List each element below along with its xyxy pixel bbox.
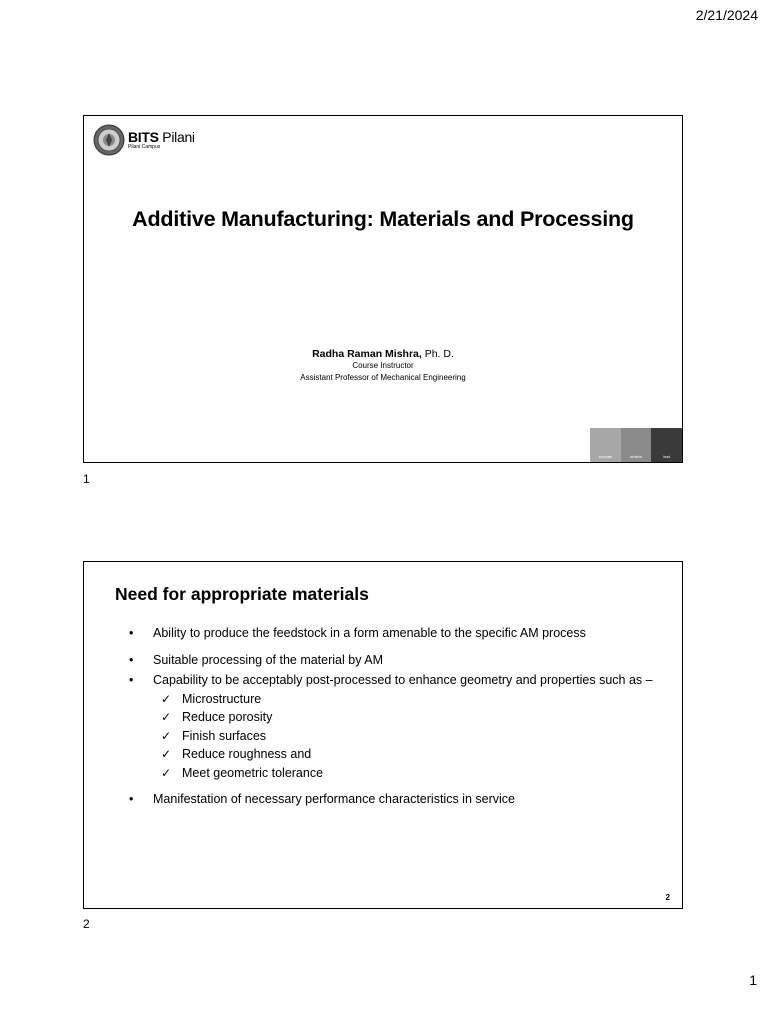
slide-index-1: 1 <box>83 472 90 486</box>
sub-list <box>153 690 658 783</box>
bullet-item: • Suitable processing of the material by AM <box>128 651 658 670</box>
banner-segment-innovate: innovate <box>590 428 621 462</box>
slide-2 <box>83 561 683 909</box>
bits-seal-icon <box>93 124 125 156</box>
banner-segment-achieve: achieve <box>621 428 652 462</box>
check-item: ✓ Reduce roughness and <box>161 745 658 764</box>
author-name: Radha Raman Mishra, <box>312 348 422 360</box>
bullet-item: • Capability to be acceptably post-processed to enhance geometry and properties such as – ✓ Microstructure ✓ Reduce porosity ✓ Finish surfaces ✓ Reduce roughness and ✓ Meet geometric tolerance <box>128 671 658 782</box>
page-date: 2/21/2024 <box>695 7 758 23</box>
slide-number: 2 <box>665 893 670 902</box>
logo-campus: Pilani Campus <box>128 144 161 150</box>
bullet-list <box>128 624 658 809</box>
check-item: ✓ Meet geometric tolerance <box>161 764 658 783</box>
bits-pilani-logo <box>93 124 195 156</box>
slide-2-title: Need for appropriate materials <box>115 584 369 604</box>
bullet-item: • Manifestation of necessary performance characteristics in service <box>128 790 658 809</box>
author-degree: Ph. D. <box>421 348 454 360</box>
author-role: Course Instructor <box>352 361 414 370</box>
check-item: ✓ Microstructure <box>161 690 658 709</box>
check-item: ✓ Reduce porosity <box>161 708 658 727</box>
innovate-achieve-lead-banner <box>590 428 682 462</box>
page-number: 1 <box>749 972 757 988</box>
check-item: ✓ Finish surfaces <box>161 727 658 746</box>
author-line <box>84 348 682 360</box>
slide-index-2: 2 <box>83 917 90 931</box>
slide-1 <box>83 115 683 463</box>
bullet-item: • Ability to produce the feedstock in a form amenable to the specific AM process <box>128 624 658 643</box>
author-position: Assistant Professor of Mechanical Engineering <box>300 373 466 382</box>
logo-name: BITS Pilani <box>128 129 195 145</box>
banner-segment-lead: lead <box>651 428 682 462</box>
slide-1-title: Additive Manufacturing: Materials and Processing <box>132 207 634 231</box>
author-block <box>84 348 682 384</box>
